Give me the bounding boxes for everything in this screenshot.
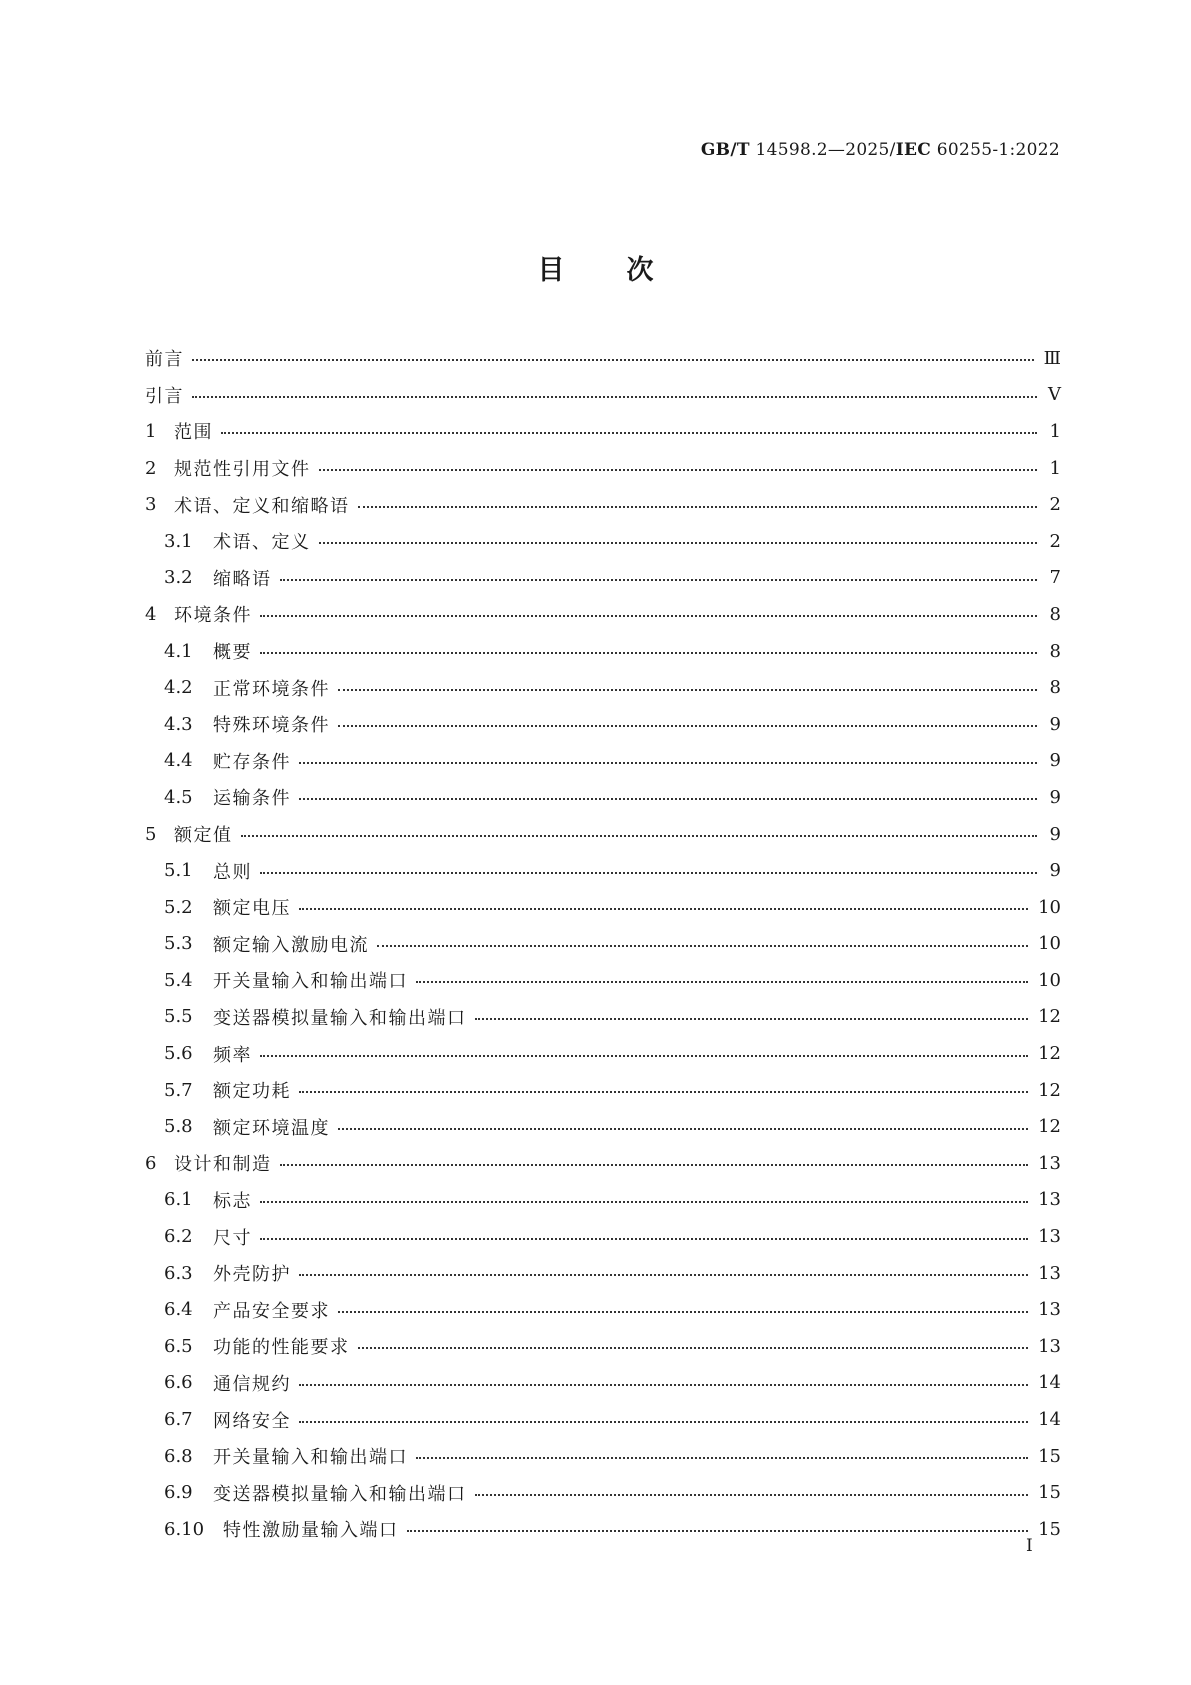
toc-entry-number: 3.2 (164, 567, 193, 589)
toc-entry-page: 2 (1049, 530, 1061, 552)
toc-entry-page: 14 (1038, 1372, 1061, 1394)
toc-entry-number: 6.1 (164, 1189, 193, 1211)
toc-dot-leader (280, 579, 1038, 581)
toc-entry-label: 频率 (213, 1044, 252, 1066)
toc-entry-label: 尺寸 (213, 1227, 252, 1249)
toc-entry-label: 外壳防护 (213, 1264, 291, 1286)
toc-entry-page: 8 (1049, 603, 1061, 625)
toc-entry-number: 4.1 (164, 640, 193, 662)
toc-entry-label: 特殊环境条件 (213, 715, 330, 737)
toc-dot-leader (299, 798, 1037, 800)
toc-dot-leader (299, 762, 1037, 764)
toc-dot-leader (475, 1018, 1029, 1020)
toc-entry-label: 额定功耗 (213, 1081, 291, 1103)
toc-entry-page: 13 (1038, 1226, 1061, 1248)
toc-dot-leader (221, 432, 1037, 434)
toc-entry[interactable] (145, 377, 1061, 414)
toc-entry-number: 4.4 (164, 750, 193, 772)
toc-entry-label: 额定电压 (213, 898, 291, 920)
toc-dot-leader (299, 908, 1028, 910)
toc-entry-number: 5.8 (164, 1116, 193, 1138)
toc-entry-label: 特性激励量输入端口 (223, 1520, 399, 1542)
toc-entry-page: 1 (1049, 420, 1061, 442)
toc-entry-page: 9 (1049, 713, 1061, 735)
toc-entry-label: 开关量输入和输出端口 (213, 971, 408, 993)
toc-dot-leader (260, 1055, 1028, 1057)
toc-dot-leader (260, 1201, 1028, 1203)
toc-entry-page: 10 (1038, 969, 1061, 991)
toc-entry-page: 14 (1038, 1409, 1061, 1431)
toc-entry[interactable] (145, 1474, 1061, 1511)
toc-dot-leader (299, 1421, 1028, 1423)
toc-entry[interactable] (145, 669, 1061, 706)
toc-entry-number: 4.2 (164, 677, 193, 699)
toc-entry-label: 总则 (213, 861, 252, 883)
toc-dot-leader (377, 945, 1028, 947)
toc-entry-page: 9 (1049, 750, 1061, 772)
table-of-contents (145, 340, 1061, 1548)
toc-entry-page: 13 (1038, 1189, 1061, 1211)
toc-entry[interactable] (145, 1365, 1061, 1402)
toc-entry[interactable] (145, 816, 1061, 853)
toc-entry-number: 6.10 (164, 1518, 205, 1540)
toc-entry-label: 功能的性能要求 (213, 1337, 350, 1359)
toc-entry-page: 8 (1049, 640, 1061, 662)
toc-entry-label: 开关量输入和输出端口 (213, 1447, 408, 1469)
footer-page-number: Ⅰ (1026, 1536, 1033, 1556)
toc-entry-label: 额定值 (174, 825, 233, 847)
toc-entry[interactable] (145, 340, 1061, 377)
toc-dot-leader (319, 469, 1038, 471)
toc-entry-number: 6.5 (164, 1335, 193, 1357)
toc-entry-number: 5.1 (164, 860, 193, 882)
toc-entry-page: Ⅴ (1048, 384, 1061, 406)
toc-entry-label: 额定环境温度 (213, 1117, 330, 1139)
toc-entry[interactable] (145, 486, 1061, 523)
toc-entry-label: 范围 (174, 422, 213, 444)
toc-entry[interactable] (145, 523, 1061, 560)
toc-entry-page: 12 (1038, 1043, 1061, 1065)
toc-dot-leader (192, 396, 1037, 398)
toc-entry-page: 13 (1038, 1262, 1061, 1284)
toc-entry[interactable] (145, 779, 1061, 816)
toc-dot-leader (475, 1494, 1029, 1496)
toc-entry[interactable] (145, 706, 1061, 743)
toc-dot-leader (416, 1457, 1028, 1459)
toc-entry-page: 7 (1049, 567, 1061, 589)
toc-entry-page: 12 (1038, 1006, 1061, 1028)
toc-entry-number: 6.2 (164, 1226, 193, 1248)
toc-entry-label: 术语、定义 (213, 532, 311, 554)
toc-entry-label: 引言 (145, 385, 184, 407)
toc-dot-leader (319, 542, 1038, 544)
toc-entry[interactable] (145, 1035, 1061, 1072)
toc-entry[interactable] (145, 743, 1061, 780)
toc-entry-page: 12 (1038, 1079, 1061, 1101)
toc-entry[interactable] (145, 926, 1061, 963)
std-iec-number: 60255-1:2022 (936, 140, 1060, 160)
toc-entry-label: 缩略语 (213, 568, 272, 590)
toc-entry[interactable] (145, 1145, 1061, 1182)
toc-dot-leader (280, 1164, 1029, 1166)
toc-entry-number: 6.3 (164, 1262, 193, 1284)
toc-entry-page: 9 (1049, 860, 1061, 882)
toc-entry-page: 15 (1038, 1445, 1061, 1467)
toc-entry-page: 8 (1049, 677, 1061, 699)
toc-dot-leader (241, 835, 1038, 837)
toc-entry-label: 标志 (213, 1190, 252, 1212)
toc-entry-page: 12 (1038, 1116, 1061, 1138)
toc-entry[interactable] (145, 560, 1061, 597)
toc-dot-leader (260, 1238, 1028, 1240)
toc-entry-page: 15 (1038, 1482, 1061, 1504)
toc-entry[interactable] (145, 413, 1061, 450)
toc-entry-number: 2 (145, 457, 157, 479)
toc-entry-label: 术语、定义和缩略语 (174, 495, 350, 517)
toc-entry-label: 规范性引用文件 (174, 459, 311, 481)
toc-entry[interactable] (145, 1108, 1061, 1145)
toc-entry-label: 设计和制造 (174, 1154, 272, 1176)
toc-entry-page: 13 (1038, 1335, 1061, 1357)
toc-dot-leader (299, 1384, 1028, 1386)
toc-entry[interactable] (145, 633, 1061, 670)
toc-entry[interactable] (145, 1218, 1061, 1255)
toc-entry-label: 额定输入激励电流 (213, 934, 369, 956)
toc-entry-label: 网络安全 (213, 1410, 291, 1432)
toc-entry[interactable] (145, 1438, 1061, 1475)
toc-entry-page: 2 (1049, 494, 1061, 516)
toc-entry-label: 环境条件 (174, 605, 252, 627)
toc-entry-page: 15 (1038, 1518, 1061, 1540)
toc-entry-number: 5.4 (164, 969, 193, 991)
toc-entry-number: 4.3 (164, 713, 193, 735)
toc-entry-number: 6.9 (164, 1482, 193, 1504)
toc-entry-number: 1 (145, 420, 157, 442)
toc-entry-number: 6.6 (164, 1372, 193, 1394)
toc-entry[interactable] (145, 1511, 1061, 1548)
toc-entry-number: 5.6 (164, 1043, 193, 1065)
toc-entry-number: 4 (145, 603, 157, 625)
toc-entry-label: 贮存条件 (213, 751, 291, 773)
toc-entry-page: 13 (1038, 1299, 1061, 1321)
toc-entry[interactable] (145, 852, 1061, 889)
toc-entry-number: 3 (145, 494, 157, 516)
toc-dot-leader (299, 1091, 1028, 1093)
toc-dot-leader (338, 725, 1037, 727)
toc-entry-number: 5.7 (164, 1079, 193, 1101)
toc-dot-leader (192, 359, 1034, 361)
std-prefix: GB/T (700, 140, 750, 160)
toc-dot-leader (299, 1274, 1028, 1276)
toc-entry[interactable] (145, 889, 1061, 926)
toc-entry-page: 9 (1049, 786, 1061, 808)
toc-dot-leader (260, 872, 1037, 874)
toc-entry-page: Ⅲ (1043, 347, 1061, 369)
toc-entry-label: 前言 (145, 349, 184, 371)
toc-entry[interactable] (145, 596, 1061, 633)
toc-dot-leader (338, 1311, 1028, 1313)
toc-entry-label: 产品安全要求 (213, 1300, 330, 1322)
toc-entry[interactable] (145, 1072, 1061, 1109)
toc-entry-page: 10 (1038, 933, 1061, 955)
toc-entry-number: 6 (145, 1152, 157, 1174)
toc-entry-number: 5.3 (164, 933, 193, 955)
toc-entry-number: 6.7 (164, 1409, 193, 1431)
toc-entry-page: 13 (1038, 1152, 1061, 1174)
toc-dot-leader (260, 652, 1037, 654)
toc-entry[interactable] (145, 962, 1061, 999)
toc-entry[interactable] (145, 1182, 1061, 1219)
toc-dot-leader (338, 1128, 1028, 1130)
toc-entry-number: 6.4 (164, 1299, 193, 1321)
toc-dot-leader (416, 981, 1028, 983)
toc-entry[interactable] (145, 1255, 1061, 1292)
toc-dot-leader (260, 615, 1037, 617)
std-number: 14598.2—2025/ (755, 140, 896, 160)
toc-entry-label: 运输条件 (213, 788, 291, 810)
toc-entry[interactable] (145, 1291, 1061, 1328)
toc-dot-leader (358, 1347, 1029, 1349)
toc-entry-label: 概要 (213, 642, 252, 664)
toc-entry[interactable] (145, 999, 1061, 1036)
toc-dot-leader (358, 506, 1038, 508)
toc-entry-number: 6.8 (164, 1445, 193, 1467)
toc-entry-label: 正常环境条件 (213, 678, 330, 700)
toc-entry[interactable] (145, 1401, 1061, 1438)
toc-dot-leader (407, 1530, 1029, 1532)
toc-entry-page: 10 (1038, 896, 1061, 918)
toc-entry-label: 变送器模拟量输入和输出端口 (213, 1007, 467, 1029)
toc-entry-number: 3.1 (164, 530, 193, 552)
toc-entry-number: 5.2 (164, 896, 193, 918)
toc-entry-number: 5 (145, 823, 157, 845)
toc-entry[interactable] (145, 1328, 1061, 1365)
page-title: 目次 (537, 255, 716, 286)
toc-dot-leader (338, 689, 1037, 691)
std-iec: IEC (895, 140, 932, 160)
toc-entry[interactable] (145, 450, 1061, 487)
standard-code (701, 140, 1060, 160)
toc-entry-number: 5.5 (164, 1006, 193, 1028)
toc-entry-label: 变送器模拟量输入和输出端口 (213, 1483, 467, 1505)
toc-entry-page: 1 (1049, 457, 1061, 479)
toc-entry-label: 通信规约 (213, 1373, 291, 1395)
toc-entry-page: 9 (1049, 823, 1061, 845)
toc-entry-number: 4.5 (164, 786, 193, 808)
